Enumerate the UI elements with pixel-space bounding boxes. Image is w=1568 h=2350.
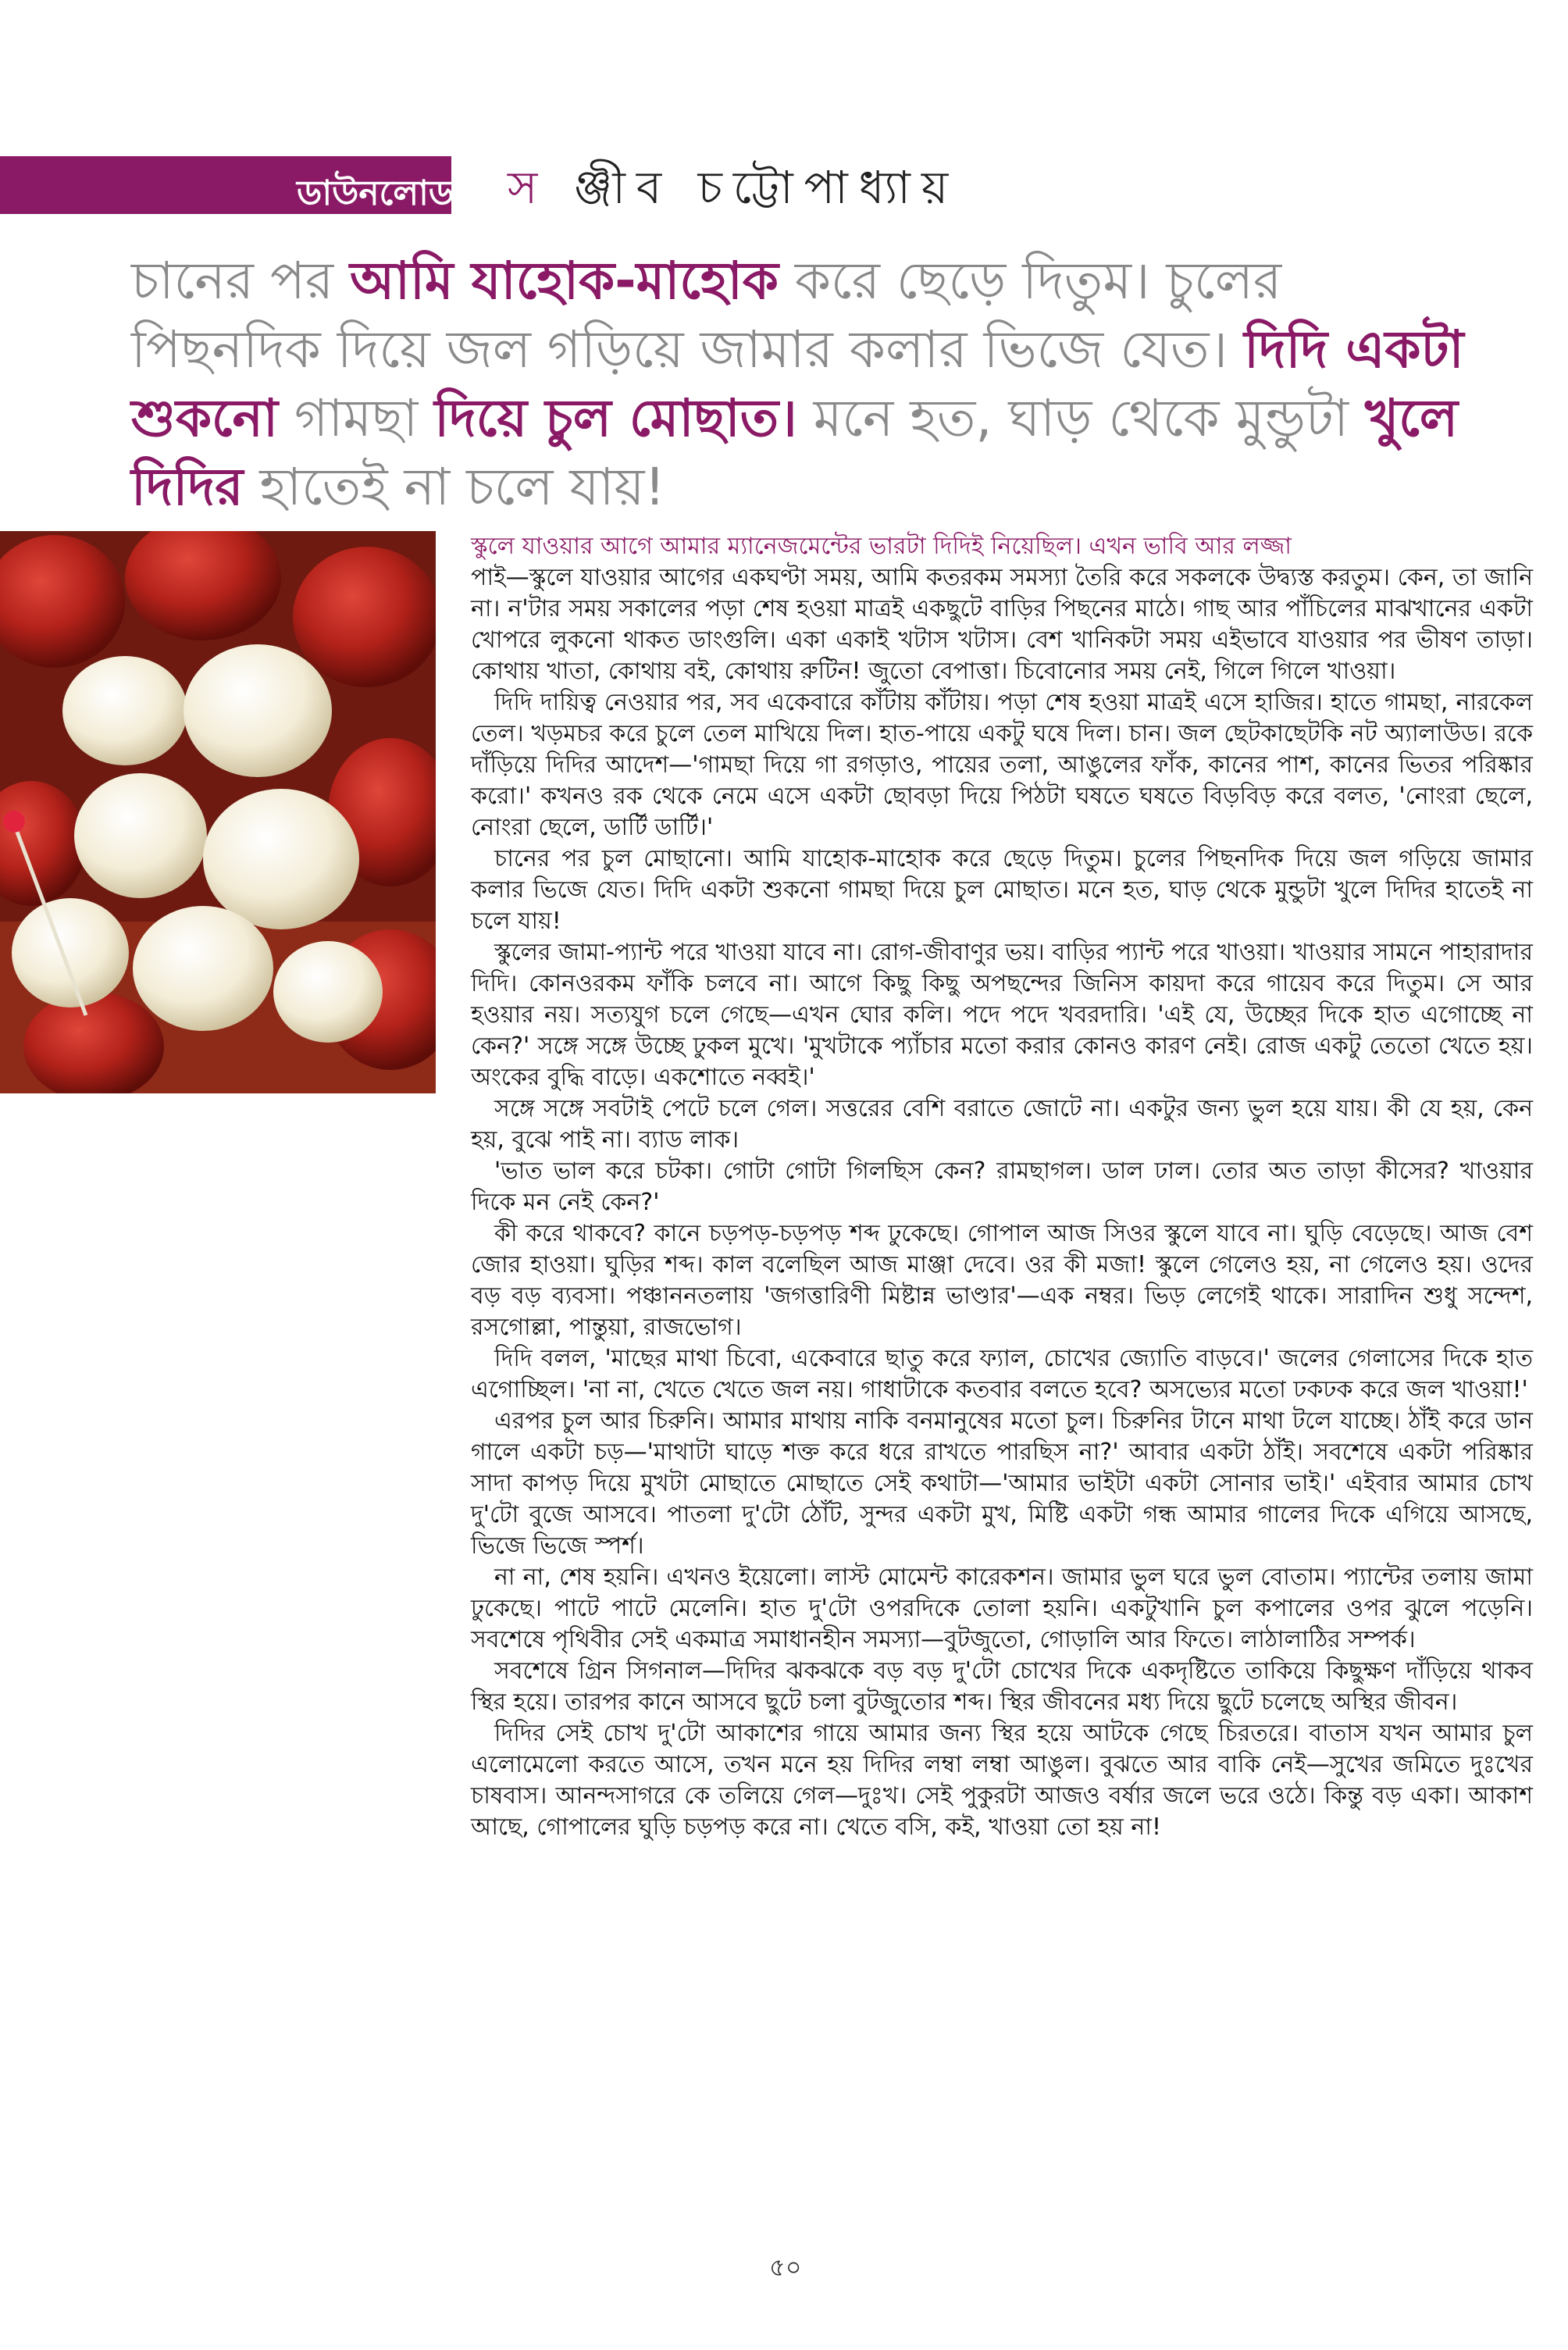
article-paragraph: এরপর চুল আর চিরুনি। আমার মাথায় নাকি বনমানুষের মতো চুল। চিরুনির টানে মাথা টলে যাচ্ছে। ঠাঁই করে ডান গালে একটা চড়—'মাথাটা ঘাড়ে শক্ত করে ধরে রাখতে পারছিস না?' আবার একটা ঠাঁই। সবশেষে একটা পরিষ্কার সাদা কাপড় দিয়ে মুখটা মোছাতে মোছাতে সেই কথাটা—'আমার ভাইটা একটা সোনার ভাই।' এইবার আমার চোখ দু'টো বুজে আসবে। পাতলা দু'টো ঠোঁট, সুন্দর একটা মুখ, মিষ্টি একটা গন্ধ আমার গালের দিকে এগিয়ে আসছে, ভিজে ভিজে স্পর্শ।: [471, 1407, 1533, 1560]
article-paragraph: চানের পর চুল মোছানো। আমি যাহোক-মাহোক করে ছেড়ে দিতুম। চুলের পিছনদিক দিয়ে জল গড়িয়ে জামার কলার ভিজে যেত। দিদি একটা শুকনো গামছা দিয়ে চুল মোছাত। মনে হত, ঘাড় থেকে মুন্ডুটা খুলে দিদির হাতেই না চলে যায়!: [471, 845, 1533, 935]
pull-quote-highlight: দিয়ে চুল মোছাত।: [434, 388, 797, 448]
author-rest: ঞ্জীব চট্টোপাধ্যায়: [573, 161, 960, 214]
page-number: ৫০: [769, 2252, 802, 2282]
article-paragraph: না না, শেষ হয়নি। এখনও ইয়েলো। লাস্ট মোমেন্ট কারেকশন। জামার ভুল ঘরে ভুল বোতাম। প্যান্টের তলায় জামা ঢুকেছে। পাটে পাটে মেলেনি। হাত দু'টো ওপরদিকে তোলা হয়নি। একটুখানি চুল কপালের ওপর ঝুলে পড়েনি। সবশেষে পৃথিবীর সেই একমাত্র সমাধানহীন সমস্যা—বুটজুতো, গোড়ালি আর ফিতে। লাঠালাঠির সম্পর্ক।: [471, 1564, 1533, 1653]
article-paragraph: 'ভাত ভাল করে চটকা। গোটা গোটা গিলছিস কেন? রামছাগল। ডাল ঢাল। তোর অত তাড়া কীসের? খাওয়ার দিকে মন নেই কেন?': [471, 1157, 1533, 1216]
pull-quote-text: করে ছেড়ে দিতুম। চুলের পিছনদিক দিয়ে জল গড়িয়ে জামার কলার ভিজে যেত।: [131, 251, 1282, 380]
pull-quote-text: মনে হত, ঘাড় থেকে মুন্ডুটা: [796, 388, 1366, 448]
article-paragraph: দিদি দায়িত্ব নেওয়ার পর, সব একেবারে কাঁটায় কাঁটায়। পড়া শেষ হওয়া মাত্রই এসে হাজির। হাতে গামছা, নারকেল তেল। খড়মচর করে চুলে তেল মাখিয়ে দিল। হাত-পায়ে একটু ঘষে দিল। চান। জল ছেটকাছেটকি নট অ্যালাউড। রকে দাঁড়িয়ে দিদির আদেশ—'গামছা দিয়ে গা রগড়াও, পায়ের তলা, আঙুলের ফাঁক, কানের পাশ, কানের ভিতর পরিষ্কার করো।' কখনও রক থেকে নেমে এসে একটা ছোবড়া দিয়ে পিঠটা ঘষতে ঘষতে বিড়বিড় করে বলত, 'নোংরা ছেলে, নোংরা ছেলে, ডার্টি ডার্টি।': [471, 689, 1533, 841]
pull-quote-highlight: খুলে দিদির: [131, 388, 1459, 517]
sweets-photo: [0, 531, 436, 1093]
article-paragraph: স্কুলের জামা-প্যান্ট পরে খাওয়া যাবে না। রোগ-জীবাণুর ভয়। বাড়ির প্যান্ট পরে খাওয়া। খাওয়ার সামনে পাহারাদার দিদি। কোনওরকম ফাঁকি চলবে না। আগে কিছু কিছু অপছন্দের জিনিস কায়দা করে গায়েব করে দিতুম। সে আর হওয়ার নয়। সত্যযুগ চলে গেছে—এখন ঘোর কলি। পদে পদে খবরদারি। 'এই যে, উচ্ছের দিকে হাত এগোচ্ছে না কেন?' সঙ্গে সঙ্গে উচ্ছে ঢুকল মুখে। 'মুখটাকে প্যাঁচার মতো করার কোনও কারণ নেই। রোজ একটু তেতো খেতে হয়। অংকের বুদ্ধি বাড়ে। একশোতে নব্বই।': [471, 939, 1533, 1091]
article-paragraph: দিদির সেই চোখ দু'টো আকাশের গায়ে আমার জন্য স্থির হয়ে আটকে গেছে চিরতরে। বাতাস যখন আমার চুল এলোমেলো করতে আসে, তখন মনে হয় দিদির লম্বা লম্বা আঙুল। বুঝতে আর বাকি নেই—সুখের জমিতে দুঃখের চাষবাস। আনন্দসাগরে কে তলিয়ে গেল—দুঃখ। সেই পুকুরটা আজও বর্ষার জলে ভরে ওঠে। কিন্তু বড় একা। আকাশ আছে, গোপালের ঘুড়ি চড়পড় করে না। খেতে বসি, কই, খাওয়া তো হয় না!: [471, 1720, 1533, 1841]
article-lead: স্কুলে যাওয়ার আগে আমার ম্যানেজমেন্টের ভারটা দিদিই নিয়েছিল। এখন ভাবি আর লজ্জা: [471, 533, 1292, 560]
author-initial: স: [508, 161, 549, 214]
article-paragraph: সবশেষে গ্রিন সিগনাল—দিদির ঝকঝকে বড় বড় দু'টো চোখের দিকে একদৃষ্টিতে তাকিয়ে কিছুক্ষণ দাঁড়িয়ে থাকব স্থির হয়ে। তারপর কানে আসবে ছুটে চলা বুটজুতোর শব্দ। স্থির জীবনের মধ্য দিয়ে ছুটে চলেছে অস্থির জীবন।: [471, 1657, 1533, 1716]
pull-quote: [131, 247, 1474, 522]
pull-quote-text: চানের পর: [131, 251, 351, 311]
pull-quote-text: গামছা: [278, 388, 435, 448]
article-paragraph: পাই—স্কুলে যাওয়ার আগের একঘণ্টা সময়, আমি কতরকম সমস্যা তৈরি করে সকলকে উদ্ব্যস্ত করতুম। কেন, তা জানি না। ন'টার সময় সকালের পড়া শেষ হওয়া মাত্রই একছুটে বাড়ির পিছনের মাঠে। গাছ আর পাঁচিলের মাঝখানের একটা খোপরে লুকনো থাকত ডাংগুলি। একা একাই খটাস খটাস। বেশ খানিকটা সময় এইভাবে যাওয়ার পর ভীষণ তাড়া। কোথায় খাতা, কোথায় বই, কোথায় রুটিন! জুতো বেপাত্তা। চিবোনোর সময় নেই, গিলে গিলে খাওয়া।: [471, 564, 1533, 685]
pull-quote-highlight: দিদি একটা শুকনো: [131, 319, 1464, 448]
pull-quote-text: হাতেই না চলে যায়!: [243, 457, 665, 517]
pull-quote-highlight: আমি যাহোক-মাহোক: [350, 251, 779, 311]
article-paragraph: কী করে থাকবে? কানে চড়পড়-চড়পড় শব্দ ঢুকেছে। গোপাল আজ সিওর স্কুলে যাবে না। ঘুড়ি বেড়েছে। আজ বেশ জোর হাওয়া। ঘুড়ির শব্দ। কাল বলেছিল আজ মাঞ্জা দেবে। ওর কী মজা! স্কুলে গেলেও হয়, না গেলেও হয়। ওদের বড় বড় ব্যবসা। পঞ্চাননতলায় 'জগত্তারিণী মিষ্টান্ন ভাণ্ডার'—এক নম্বর। ভিড় লেগেই থাকে। সারাদিন শুধু সন্দেশ, রসগোল্লা, পান্তুয়া, রাজভোগ।: [471, 1220, 1533, 1341]
section-tag: ডাউনলোড: [297, 173, 454, 213]
author-name: [508, 153, 959, 229]
article-paragraph: দিদি বলল, 'মাছের মাথা চিবো, একেবারে ছাতু করে ফ্যাল, চোখের জ্যোতি বাড়বে।' জলের গেলাসের দিকে হাত এগোচ্ছিল। 'না না, খেতে খেতে জল নয়। গাধাটাকে কতবার বলতে হবে? অসভ্যের মতো ঢকঢক করে জল খাওয়া!': [471, 1345, 1533, 1403]
article-paragraph: সঙ্গে সঙ্গে সবটাই পেটে চলে গেল। সত্তরের বেশি বরাতে জোটে না। একটুর জন্য ভুল হয়ে যায়। কী যে হয়, কেন হয়, বুঝে পাই না। ব্যাড লাক।: [471, 1095, 1533, 1154]
article-body: [471, 531, 1533, 1843]
